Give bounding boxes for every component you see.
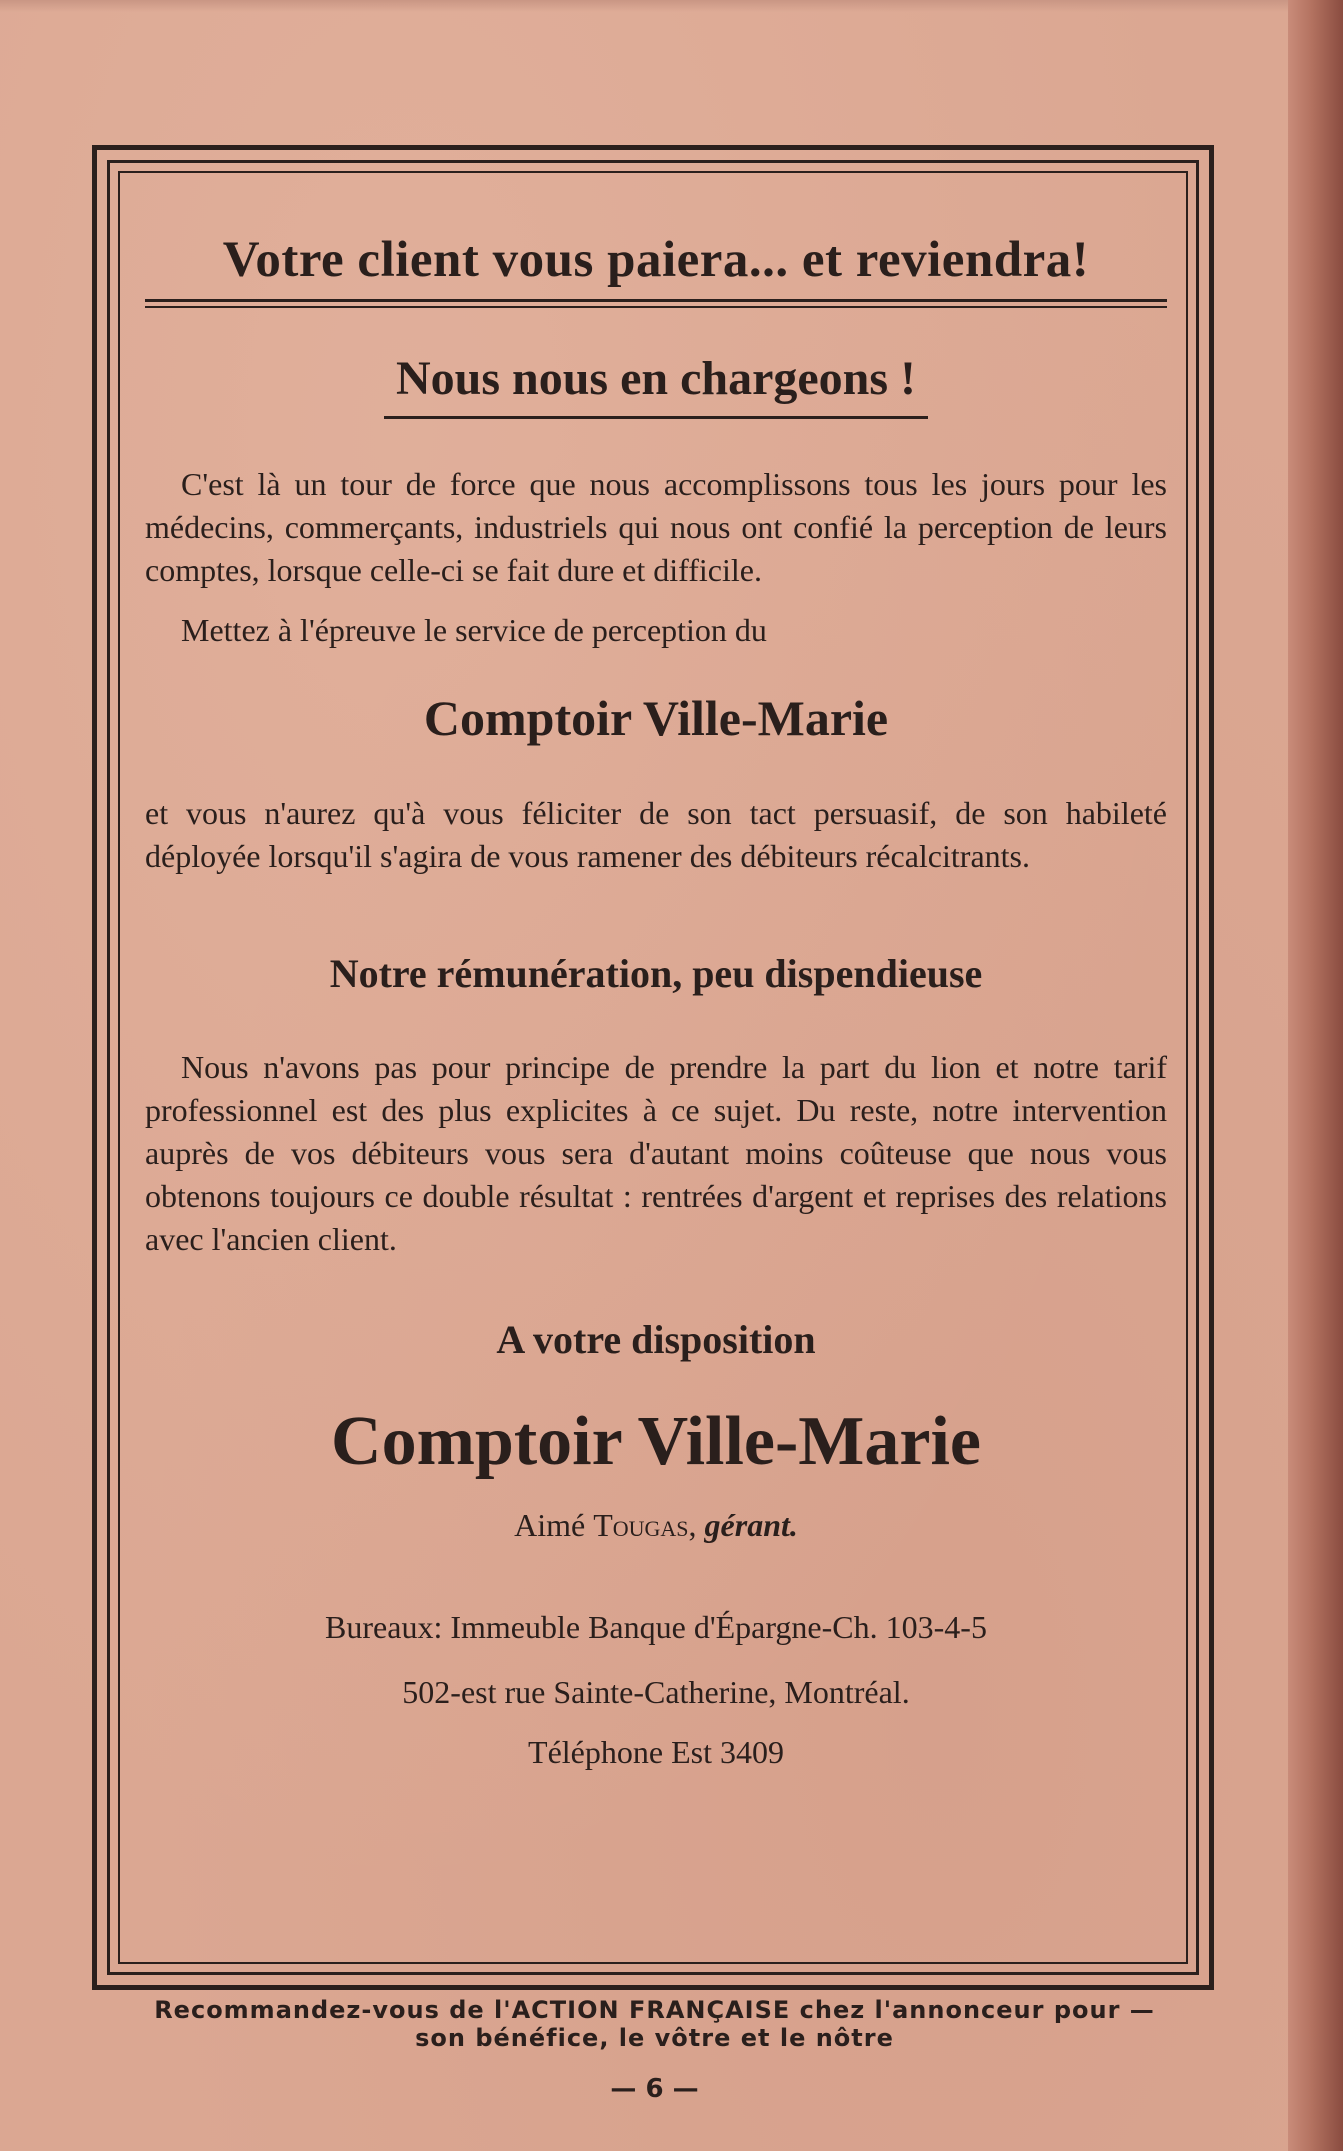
section-title-remuneration: Notre rémunération, peu dispendieuse xyxy=(329,950,983,996)
company-name-mid: Comptoir Ville-Marie xyxy=(423,689,889,746)
phone-number: Téléphone Est 3409 xyxy=(528,1733,784,1770)
manager-first-name: Aimé xyxy=(514,1506,586,1543)
paragraph-test-service: Mettez à l'épreuve le service de perception du xyxy=(181,611,767,648)
disposition-heading: A votre disposition xyxy=(496,1316,816,1362)
headline-double-rule xyxy=(145,299,1167,308)
page-top-edge xyxy=(0,0,1290,12)
footer-line-1: Recommandez-vous de l'ACTION FRANÇAISE chez l'annonceur pour — xyxy=(154,1996,1155,2024)
footer-recommendation xyxy=(92,1996,1217,2052)
footer-line-2: son bénéfice, le vôtre et le nôtre xyxy=(415,2024,894,2052)
subheading-wrap xyxy=(145,350,1167,419)
ad-headline: Votre client vous paiera... et reviendra! xyxy=(222,232,1090,288)
ad-subheading: Nous nous en chargeons ! xyxy=(384,350,928,419)
page-right-edge xyxy=(1288,0,1343,2151)
manager-surname: Tougas, xyxy=(593,1506,697,1543)
address-street: 502-est rue Sainte-Catherine, Montréal. xyxy=(402,1673,910,1710)
paragraph-tact: et vous n'aurez qu'à vous féliciter de son tact persuasif, de son habileté déployée lorsqu'il s'agira de vous ramener des débiteurs récalcitrants. xyxy=(145,794,1167,874)
page-number: — 6 — xyxy=(610,2074,699,2104)
ad-content xyxy=(145,230,1167,1771)
address-offices: Bureaux: Immeuble Banque d'Épargne-Ch. 103-4-5 xyxy=(325,1609,987,1646)
paragraph-remuneration: Nous n'avons pas pour principe de prendre la part du lion et notre tarif professionnel est des plus explicites à ce sujet. Du reste, notre intervention auprès de vos débiteurs vous sera d'autant moins coûteuse que nous vous obtenons toujours ce double résultat : rentrées d'argent et reprises des relations avec l'ancien client. xyxy=(145,1048,1167,1257)
manager-title: gérant. xyxy=(704,1506,798,1543)
paragraph-intro: C'est là un tour de force que nous accomplissons tous les jours pour les médecins, commerçants, industriels qui nous ont confié la perception de leurs comptes, lorsque celle-ci se fait dure et difficile. xyxy=(145,465,1167,588)
company-name-large: Comptoir Ville-Marie xyxy=(331,1402,981,1480)
manager-line xyxy=(145,1506,1167,1544)
